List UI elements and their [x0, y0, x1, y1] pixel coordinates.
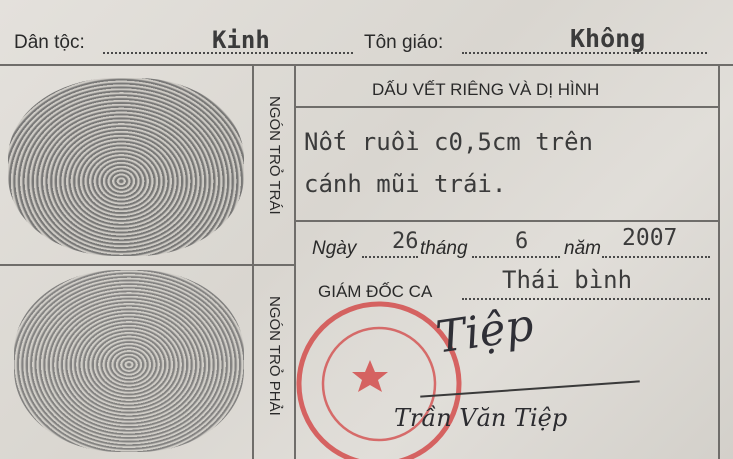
rule-top-header [0, 64, 733, 66]
rule-fingerprint-divider [0, 264, 295, 266]
day-value: 26 [392, 229, 419, 254]
day-label: Ngày [312, 238, 357, 259]
year-value: 2007 [622, 225, 678, 251]
ethnicity-value: Kinh [212, 26, 270, 54]
rule-marks-title [294, 106, 718, 108]
religion-label: Tôn giáo: [364, 32, 444, 53]
rule-right-border [718, 64, 720, 459]
marks-line-2: cánh mũi trái. [304, 170, 507, 198]
left-index-finger-label: NGÓN TRỎ TRÁI [266, 96, 283, 215]
ethnicity-label: Dân tộc: [14, 32, 85, 53]
day-dotted-line [362, 256, 418, 258]
signer-initials-signature: Tiệp [432, 299, 537, 364]
signer-name: Trần Văn Tiệp [394, 404, 568, 432]
left-fingerprint-image [8, 78, 244, 256]
rule-fingerprint-right [252, 64, 254, 459]
month-label: tháng [420, 238, 468, 259]
province-value: Thái bình [502, 266, 633, 294]
right-fingerprint-image [14, 270, 244, 452]
rule-marks-bottom [294, 220, 718, 222]
religion-value: Không [570, 24, 646, 53]
month-value: 6 [515, 229, 529, 254]
month-dotted-line [472, 256, 560, 258]
director-label: GIÁM ĐỐC CA [318, 282, 433, 301]
year-dotted-line [602, 256, 710, 258]
seal-star-icon [352, 360, 388, 392]
right-index-finger-label: NGÓN TRỎ PHẢI [266, 296, 283, 416]
marks-line-1: Nốt ruồi c0,5cm trên [304, 128, 593, 156]
year-label: năm [564, 238, 601, 259]
marks-title: DẤU VẾT RIÊNG VÀ DỊ HÌNH [372, 80, 600, 99]
province-dotted-line [462, 298, 710, 300]
